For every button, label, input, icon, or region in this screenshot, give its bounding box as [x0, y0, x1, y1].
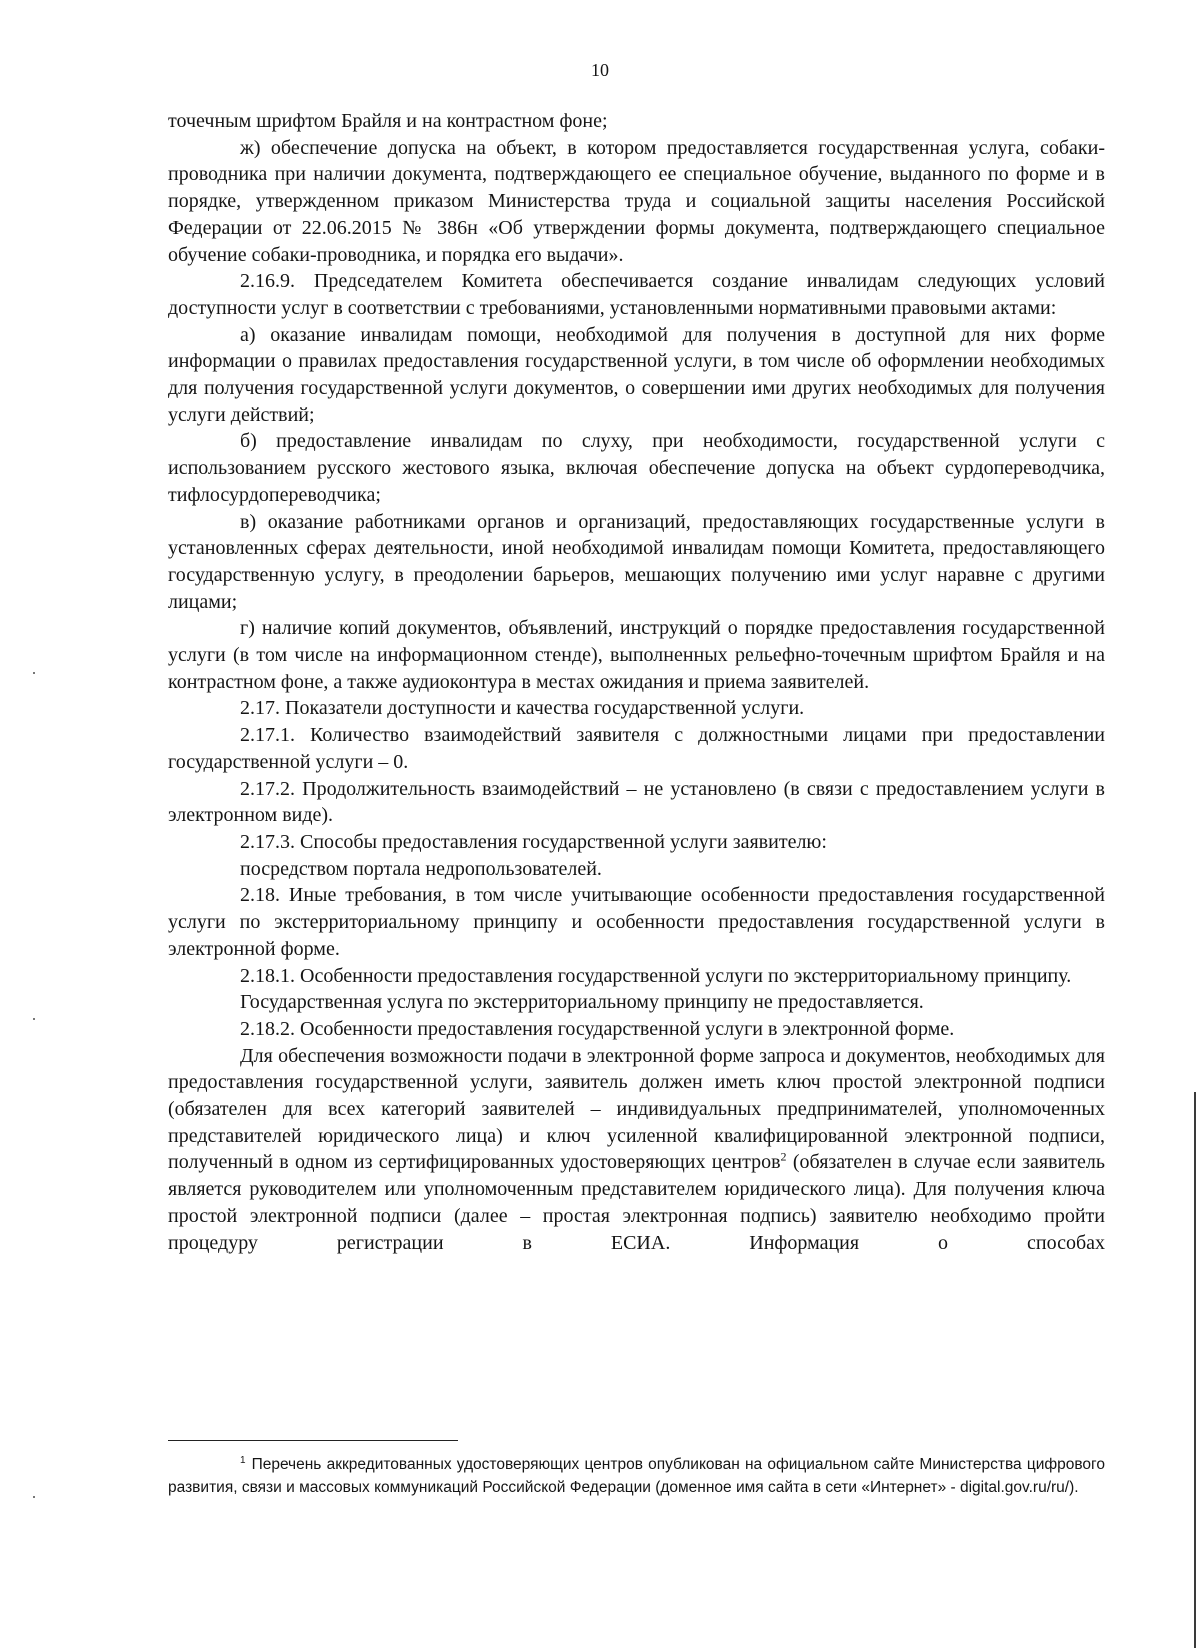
paragraph-item-b: б) предоставление инвалидам по слуху, при необходимости, государственной услуги с использованием русского жестового языка, включая обеспечение допуска на объект сурдопереводчика, тифлосурдопереводчика;: [168, 430, 1105, 506]
paragraph-not-provided: Государственная услуга по экстерриториальному принципу не предоставляется.: [240, 991, 924, 1014]
paragraph-2-17: 2.17. Показатели доступности и качества государственной услуги.: [240, 697, 805, 720]
paragraph-2-16-9: 2.16.9. Председателем Комитета обеспечивается создание инвалидам следующих условий доступности услуг в соответствии с требованиями, установленными нормативными правовыми актами:: [168, 270, 1105, 319]
scan-speck: [33, 672, 35, 674]
scan-speck: [33, 1018, 35, 1020]
paragraph-electronic-signature: [168, 1043, 1105, 1257]
paragraph-2-17-1: 2.17.1. Количество взаимодействий заявителя с должностными лицами при предоставлении государственной услуги – 0.: [168, 724, 1105, 773]
paragraph-2-18-1: 2.18.1. Особенности предоставления государственной услуги по экстерриториальному принципу.: [240, 964, 1072, 987]
paragraph-2-17-2: 2.17.2. Продолжительность взаимодействий – не установлено (в связи с предоставлением услуги в электронном виде).: [168, 777, 1105, 827]
page-number: 10: [591, 60, 609, 80]
paragraph-item-zh: ж) обеспечение допуска на объект, в котором предоставляется государственная услуга, собаки-проводника при наличии документа, подтверждающего ее специальное обучение, выданного по форме и в порядке, утвержденном приказом Министерства труда и социальной защиты населения Российской Федерации от 22.06.2015 № 386н «Об утверждении формы документа, подтверждающего специальное обучение собаки-проводника, и порядка его выдачи».: [168, 136, 1105, 266]
paragraph-text-after-ref: (обязателен в случае если заявитель является руководителем или уполномоченным представителем юридического лица). Для получения ключа простой электронной подписи (далее – простая электронная подпись) заявителю необходимо пройти процедуру регистрации в ЕСИА. Информация о способах: [168, 1151, 1105, 1254]
paragraph-continuation: точечным шрифтом Брайля и на контрастном фоне;: [168, 110, 608, 132]
footnote-mark: 1: [240, 1454, 246, 1466]
footnote-reference: 2: [780, 1149, 787, 1164]
paragraph-text-before-ref: Для обеспечения возможности подачи в электронной форме запроса и документов, необходимых для предоставления государственной услуги, заявитель должен иметь ключ простой электронной подписи (обязателен для всех категорий заявителей – индивидуальных предпринимателей, уполномоченных представителей юридического лица) и ключ усиленной квалифицированной электронной подписи, полученный в одном из сертифицированных удостоверяющих центров: [168, 1044, 1105, 1174]
footnote: [168, 1453, 1105, 1499]
paragraph-item-a: а) оказание инвалидам помощи, необходимой для получения в доступной для них форме информации о правилах предоставления государственной услуги, в том числе об оформлении необходимых для получения государственной услуги документов, о совершении ими других необходимых для получения услуги действий;: [168, 323, 1105, 426]
paragraph-item-v: в) оказание работниками органов и организаций, предоставляющих государственные услуги в установленных сферах деятельности, иной необходимой инвалидам помощи Комитета, предоставляющего государственную услугу, в преодолении барьеров, мешающих получению ими услуг наравне с другими лицами;: [168, 510, 1105, 613]
footnote-text: Перечень аккредитованных удостоверяющих центров опубликован на официальном сайте Министерства цифрового развития, связи и массовых коммуникаций Российской Федерации (доменное имя сайта в сети «Интернет» - digital.gov.ru/ru/).: [168, 1456, 1105, 1496]
footnote-body: [168, 1453, 1105, 1499]
scan-edge-line: [1194, 1092, 1196, 1648]
document-body: [168, 108, 1105, 1256]
paragraph-2-18: 2.18. Иные требования, в том числе учитывающие особенности предоставления государственной услуги по экстерриториальному принципу и особенности предоставления государственной услуги в электронной форме.: [168, 884, 1105, 960]
scan-speck: [33, 1496, 35, 1498]
paragraph-2-18-2: 2.18.2. Особенности предоставления государственной услуги в электронной форме.: [240, 1017, 955, 1040]
paragraph-portal: посредством портала недропользователей.: [240, 857, 602, 880]
footnote-separator: [168, 1440, 458, 1441]
paragraph-item-g: г) наличие копий документов, объявлений, инструкций о порядке предоставления государственной услуги (в том числе на информационном стенде), выполненных рельефно-точечным шрифтом Брайля и на контрастном фоне, а также аудиоконтура в местах ожидания и приема заявителей.: [168, 617, 1105, 693]
paragraph-2-17-3: 2.17.3. Способы предоставления государственной услуги заявителю:: [240, 830, 827, 853]
